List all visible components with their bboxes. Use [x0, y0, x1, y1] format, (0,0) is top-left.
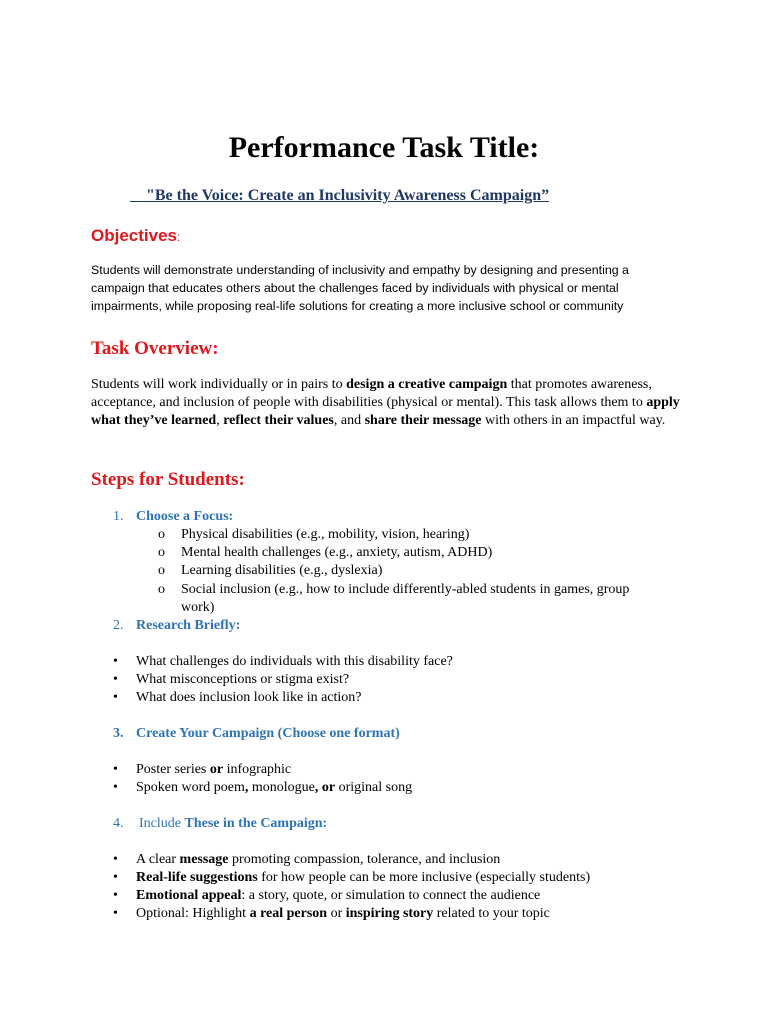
- item-emphasis: , or: [314, 780, 336, 795]
- objectives-colon: :: [177, 230, 181, 244]
- page-title: Performance Task Title:: [228, 131, 540, 164]
- bullet: •: [113, 870, 118, 885]
- list-item: [136, 779, 412, 797]
- objectives-heading-text: Objectives: [91, 226, 177, 245]
- item-emphasis: message: [179, 852, 229, 867]
- item-emphasis: a real person: [249, 906, 328, 921]
- bullet: •: [113, 852, 118, 867]
- list-item: What does inclusion look like in action?: [136, 690, 362, 705]
- item-text: infographic: [223, 762, 292, 777]
- item-text: monologue: [248, 780, 315, 795]
- list-item: Mental health challenges (e.g., anxiety, autism, ADHD): [181, 545, 493, 560]
- overview-emphasis: reflect their values: [223, 413, 334, 428]
- overview-emphasis: design a creative campaign: [346, 377, 508, 392]
- overview-paragraph: [91, 376, 691, 430]
- item-emphasis: inspiring story: [345, 906, 434, 921]
- item-text: Poster series: [136, 762, 210, 777]
- item-text: Spoken word poem: [136, 780, 245, 795]
- item-text: : a story, quote, or simulation to connect the audience: [241, 888, 541, 903]
- item-emphasis: Emotional appeal: [136, 888, 242, 903]
- item-text: A clear: [136, 852, 180, 867]
- item-text: promoting compassion, tolerance, and inclusion: [228, 852, 501, 867]
- item-text: for how people can be more inclusive (especially students): [257, 870, 591, 885]
- step-4-label-text: These in the Campaign:: [184, 816, 328, 831]
- list-item: What challenges do individuals with this disability face?: [136, 654, 453, 669]
- sub-bullet: o: [158, 582, 165, 597]
- bullet: •: [113, 762, 118, 777]
- item-text: related to your topic: [433, 906, 550, 921]
- overview-text: ,: [216, 413, 224, 428]
- bullet: •: [113, 888, 118, 903]
- list-item: What misconceptions or stigma exist?: [136, 672, 350, 687]
- overview-emphasis: share their message: [364, 413, 482, 428]
- list-item: [136, 905, 550, 923]
- item-text: or: [327, 906, 346, 921]
- step-4-number: 4.: [113, 816, 124, 831]
- list-item: Physical disabilities (e.g., mobility, vision, hearing): [181, 527, 470, 542]
- list-item: [136, 869, 590, 887]
- objectives-text: Students will demonstrate understanding of inclusivity and empathy by designing and presenting a campaign that educates others about the challenges faced by individuals with physical or mental impairments, while proposing real-life solutions for creating a more inclusive school or community: [91, 263, 629, 313]
- bullet: •: [113, 654, 118, 669]
- overview-text: , and: [333, 413, 365, 428]
- step-3-number: 3.: [113, 726, 124, 741]
- step-2-number: 2.: [113, 618, 124, 633]
- step-1-number: 1.: [113, 509, 124, 524]
- sub-bullet: o: [158, 545, 165, 560]
- overview-heading: Task Overview:: [91, 338, 219, 359]
- item-emphasis: ,: [244, 780, 249, 795]
- list-item: Social inclusion (e.g., how to include differently-abled students in games, group: [181, 582, 630, 597]
- sub-bullet: o: [158, 527, 165, 542]
- bullet: •: [113, 906, 118, 921]
- list-item: [136, 761, 291, 779]
- list-item-continued: work): [181, 600, 215, 615]
- step-4-label: [139, 815, 327, 833]
- list-item: [136, 887, 540, 905]
- step-4-prefix: Include: [139, 816, 185, 831]
- overview-text: Students will work individually or in pairs to: [91, 377, 347, 392]
- step-2-label: Research Briefly:: [136, 618, 241, 633]
- item-text: Optional: Highlight: [136, 906, 250, 921]
- objectives-heading: [91, 224, 180, 249]
- item-emphasis: Real-life suggestions: [136, 870, 258, 885]
- bullet: •: [113, 690, 118, 705]
- bullet: •: [113, 780, 118, 795]
- step-1-label: Choose a Focus:: [136, 509, 234, 524]
- list-item: [136, 851, 500, 869]
- overview-text: that promotes awareness, acceptance, and inclusion of people with disabilities (physical or mental). This task allows them to: [91, 377, 652, 410]
- overview-text: with others in an impactful way.: [481, 413, 666, 428]
- list-item: Learning disabilities (e.g., dyslexia): [181, 563, 383, 578]
- item-text: original song: [335, 780, 413, 795]
- campaign-subtitle: "Be the Voice: Create an Inclusivity Awareness Campaign”: [130, 187, 550, 204]
- item-emphasis: or: [209, 762, 224, 777]
- overview-emphasis: apply what they’ve learned: [91, 395, 680, 428]
- sub-bullet: o: [158, 563, 165, 578]
- step-3-label: Create Your Campaign (Choose one format): [136, 726, 400, 741]
- steps-heading: Steps for Students:: [91, 469, 245, 490]
- bullet: •: [113, 672, 118, 687]
